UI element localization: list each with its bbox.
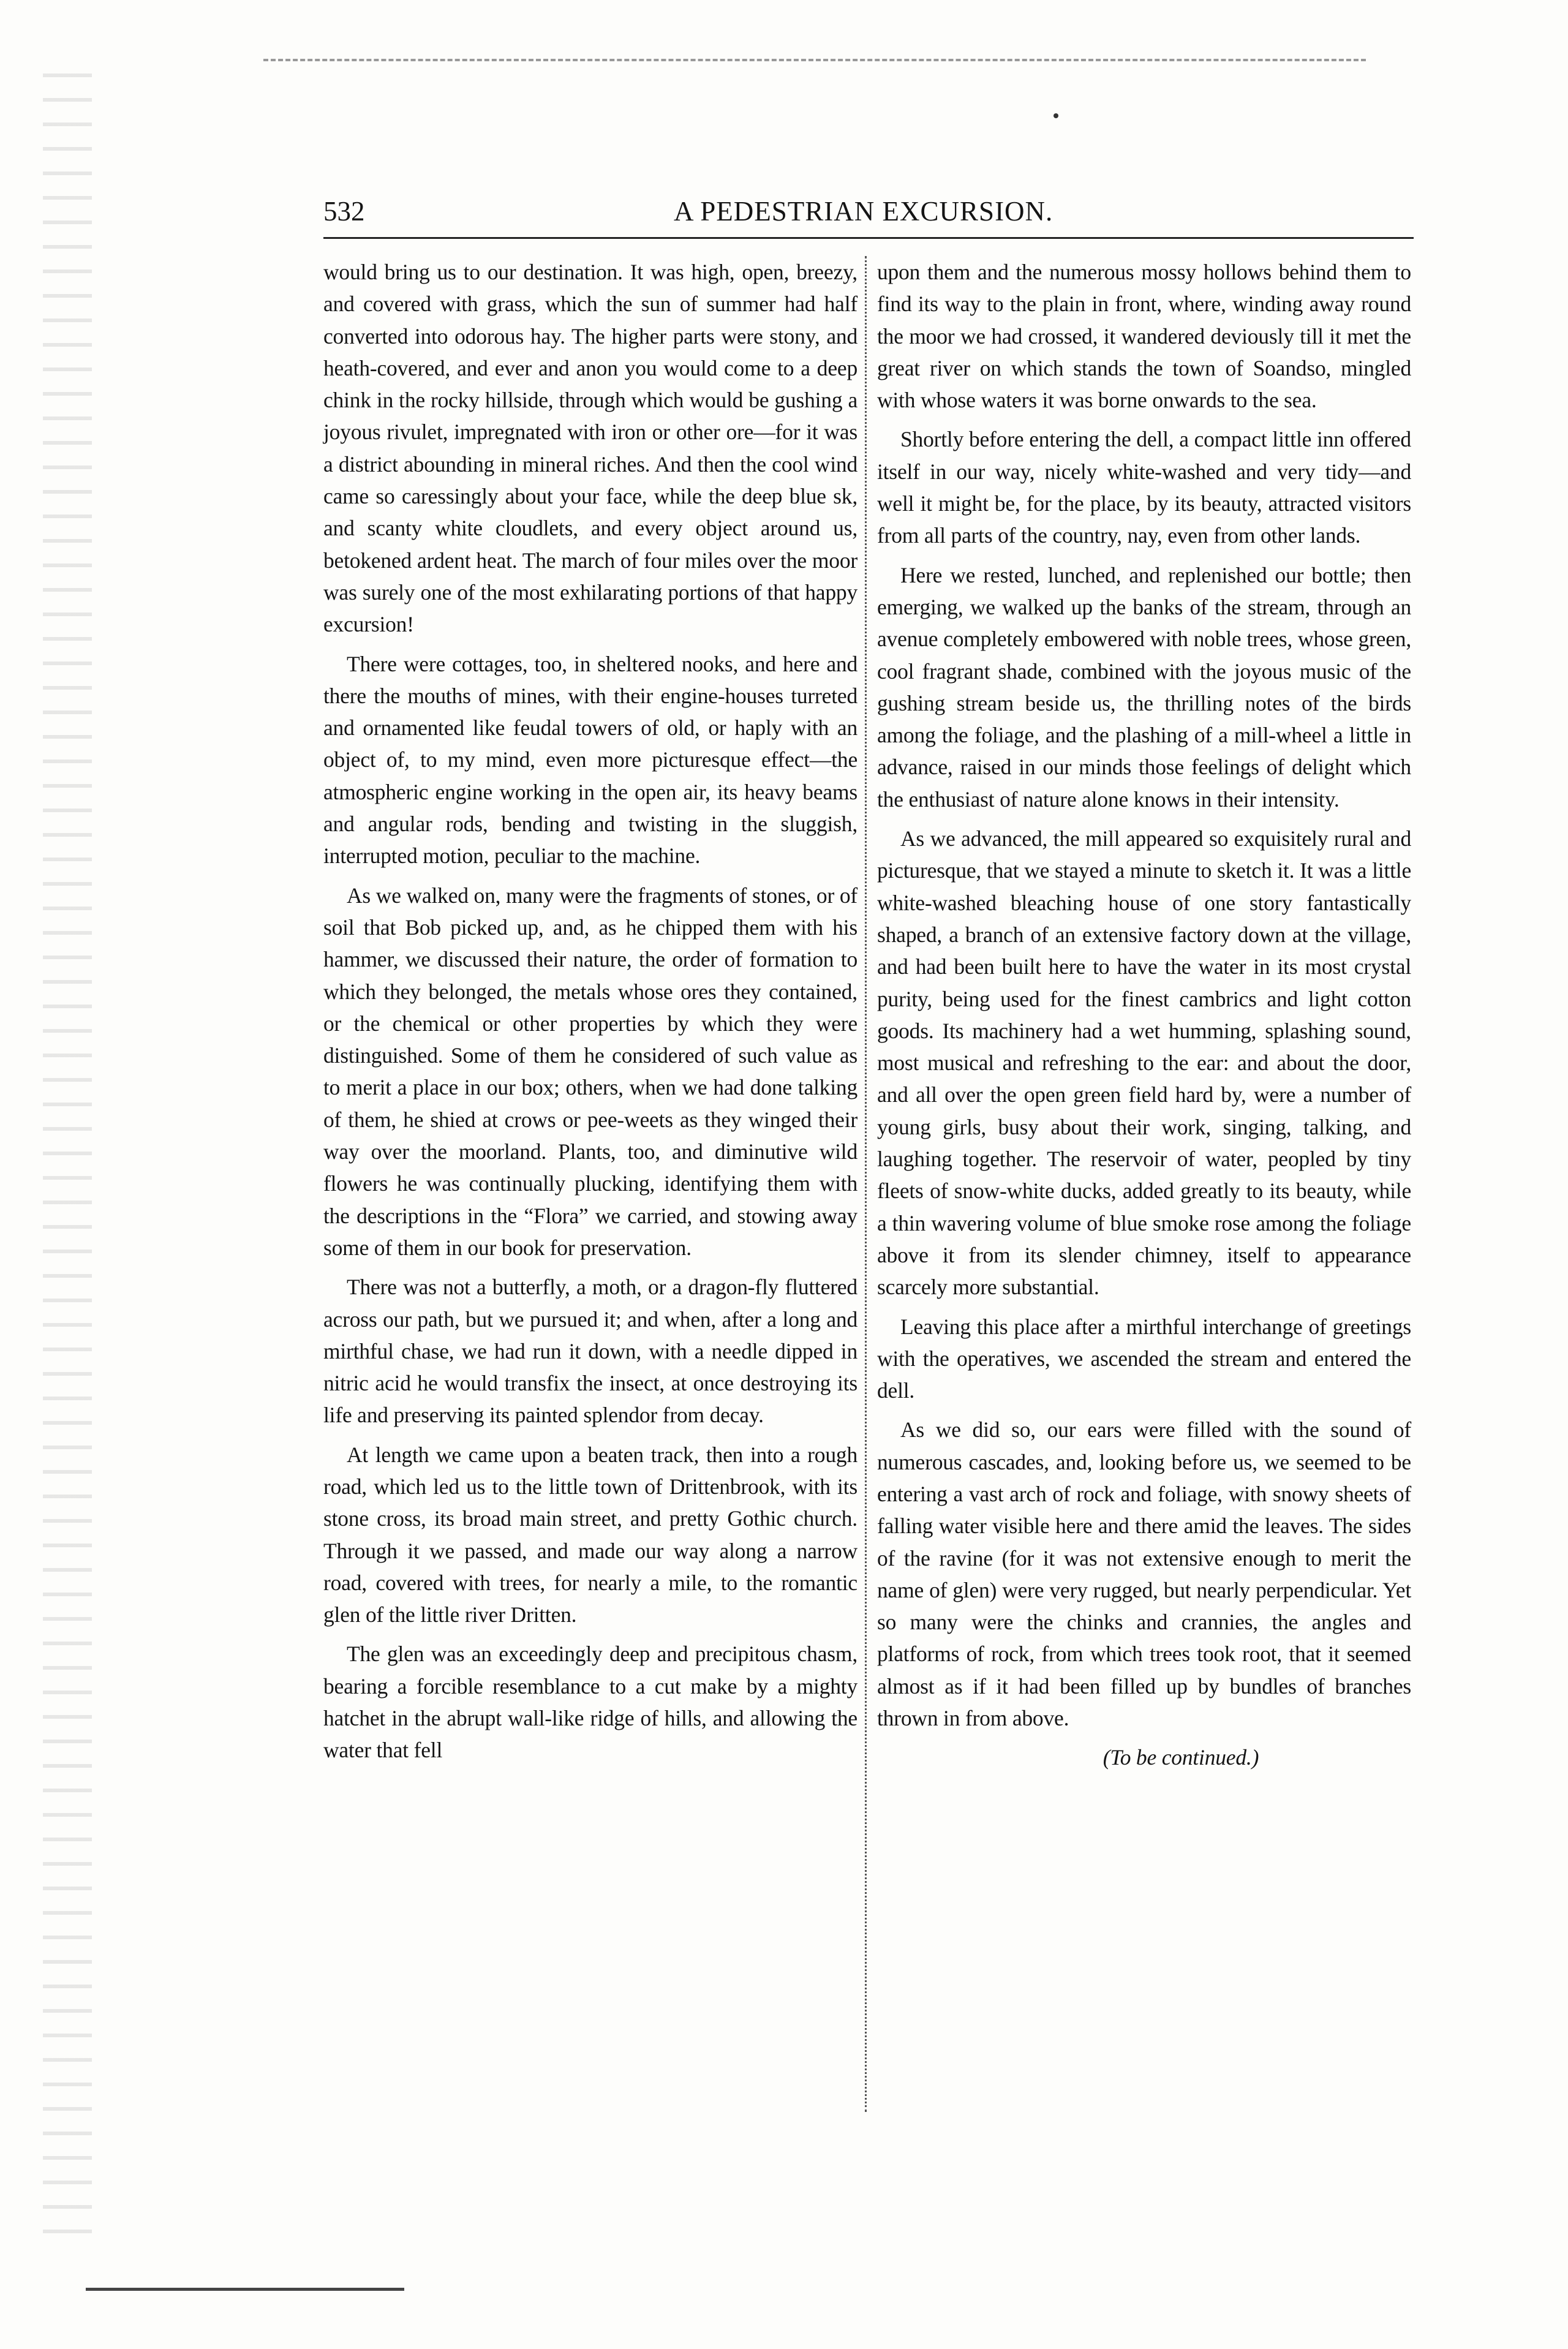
paragraph: At length we came upon a beaten track, then into a rough road, which led us to the little town of Drittenbrook, with its stone cross, its broad main street, and pretty Gothic church. Through it we passed, and made our way along a narrow road, covered with trees, for nearly a mile, to the romantic glen of the little river Dritten. [323,1442,858,1627]
left-column [323,256,858,1774]
continued-note: (To be continued.) [1102,1745,1259,1770]
paragraph: The glen was an exceedingly deep and precipitous chasm, bearing a forcible resemblance to a cut make by a mighty hatchet in the abrupt wall-like ridge of hills, and allowing the water that fell [323,1642,858,1763]
paragraph: upon them and the numerous mossy hollows behind them to find its way to the plain in front, where, winding away round the moor we had crossed, it wandered deviously till it met the great river on which stands the town of Soandso, mingled with whose waters it was borne onwards to the sea. [877,260,1411,413]
header-rule [323,237,1414,239]
paragraph: There was not a butterfly, a moth, or a dragon-fly fluttered across our path, but we pursued it; and when, after a long and mirthful chase, we had run it down, with a needle dipped in nitric acid he would transfix the insect, at once destroying its life and preserving its painted splendor from decay. [323,1275,858,1428]
paragraph: would bring us to our destination. It was high, open, breezy, and covered with grass, which the sun of summer had half converted into odorous hay. The higher parts were stony, and heath-covered, and ever and anon you would come to a deep chink in the rocky hillside, through which would be gushing a joyous rivulet, impregnated with iron or other ore—for it was a district abounding in mineral riches. And then the cool wind came so caressingly about your face, while the deep blue sk, and scanty white cloudlets, and every object around us, betokened ardent heat. The march of four miles over the moor was surely one of the most exhilarating portions of that happy excursion! [323,260,858,637]
paragraph: As we did so, our ears were filled with the sound of numerous cascades, and, looking before us, we seemed to be entering a vast arch of rock and foliage, with snowy sheets of falling water visible here and there amid the leaves. The sides of the ravine (for it was not extensive enough to merit the name of glen) were very rugged, but nearly perpendicular. Yet so many were the chinks and crannies, the angles and platforms of rock, from which trees took root, that it seemed almost as if it had been filled up by bundles of branches thrown in from above. [877,1417,1411,1731]
paragraph: As we advanced, the mill appeared so exquisitely rural and picturesque, that we stayed a minute to sketch it. It was a little white-washed bleaching house of one story fantastically shaped, a branch of an extensive factory down at the village, and had been built here to have the water in its most crystal purity, being used for the finest cambrics and light cotton goods. Its machinery had a wet humming, splashing sound, most musical and refreshing to the ear: and about the door, and all over the open green field hard by, were a number of young girls, busy about their work, singing, talking, and laughing together. The reservoir of water, peopled by tiny fleets of snow-white ducks, added greatly to its beauty, while a thin wavering volume of blue smoke rose among the foliage above it from its slender chimney, itself to appearance scarcely more substantial. [877,826,1411,1300]
paragraph: There were cottages, too, in sheltered nooks, and here and there the mouths of mines, with their engine-houses turreted and ornamented like feudal towers of old, or haply with an object of, to my mind, even more picturesque effect—the atmospheric engine working in the open air, its heavy beams and angular rods, bending and twisting in the sluggish, interrupted motion, peculiar to the machine. [323,651,858,869]
right-column [877,256,1411,1774]
binding-edge-specks [43,74,92,2254]
bottom-scan-rule [86,2288,404,2291]
top-scan-rule [263,59,1366,61]
paragraph: Shortly before entering the dell, a compact little inn offered itself in our way, nicely white-washed and very tidy—and well it might be, for the place, by its beauty, attracted visitors from all parts of the country, nay, even from other lands. [877,427,1411,548]
ink-speck [1054,113,1058,118]
paragraph: Here we rested, lunched, and replenished our bottle; then emerging, we walked up the banks of the stream, through an avenue completely embowered with noble trees, whose green, cool fragrant shade, combined with the joyous music of the gushing stream beside us, the thrilling notes of the birds among the foliage, and the plashing of a mill-wheel a little in advance, raised in our minds those feelings of delight which the enthusiast of nature alone knows in their intensity. [877,562,1411,812]
paragraph: Leaving this place after a mirthful interchange of greetings with the operatives, we ascended the stream and entered the dell. [877,1314,1411,1403]
page-number: 532 [323,196,365,227]
running-head: A PEDESTRIAN EXCURSION. [674,196,1054,227]
column-divider [865,256,867,2112]
paragraph: As we walked on, many were the fragments of stones, or of soil that Bob picked up, and, as he chipped them with his hammer, we discussed their nature, the order of formation to which they belonged, the metals whose ores they contained, or the chemical or other properties by which they were distinguished. Some of them he considered of such value as to merit a place in our box; others, when we had done talking of them, he shied at crows or pee-weets as they winged their way over the moorland. Plants, too, and diminutive wild flowers he was continually plucking, identifying them with the descriptions in the “Flora” we carried, and stowing away some of them in our book for preservation. [323,883,858,1260]
